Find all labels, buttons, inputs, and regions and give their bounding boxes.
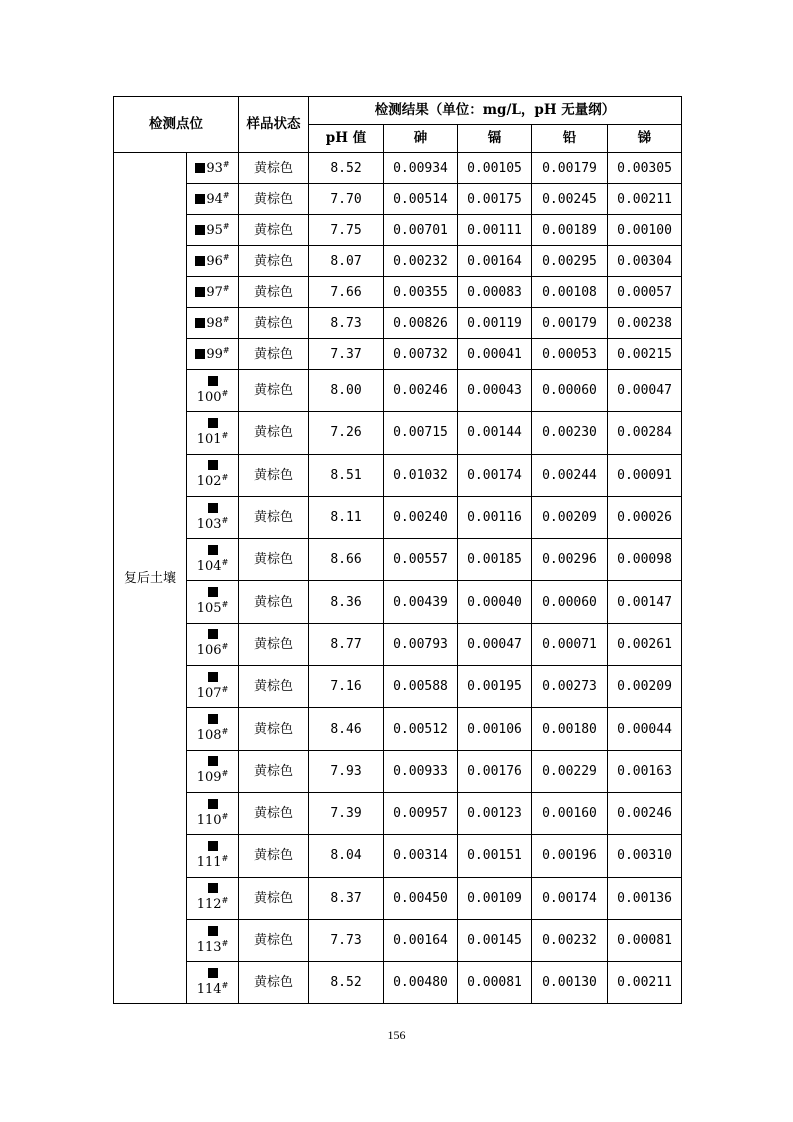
- value-sb: 0.00026: [608, 496, 682, 538]
- table-row: [114, 215, 682, 246]
- sample-state: 黄棕色: [239, 184, 309, 215]
- sample-state: 黄棕色: [239, 666, 309, 708]
- sample-mark: #: [221, 642, 229, 652]
- sample-state: 黄棕色: [239, 919, 309, 961]
- header-cadmium: 镉: [458, 125, 532, 153]
- sample-id-cell: [187, 153, 239, 184]
- sample-mark: #: [221, 684, 229, 694]
- value-sb: 0.00044: [608, 708, 682, 750]
- sample-mark: #: [221, 980, 229, 990]
- sample-id: 97: [206, 284, 223, 300]
- sample-id-cell: [187, 215, 239, 246]
- value-cd: 0.00144: [458, 412, 532, 454]
- table-row: [114, 153, 682, 184]
- value-sb: 0.00305: [608, 153, 682, 184]
- sample-id-cell: [187, 581, 239, 623]
- sample-state: 黄棕色: [239, 277, 309, 308]
- value-cd: 0.00111: [458, 215, 532, 246]
- sample-mark: #: [222, 345, 230, 355]
- sample-id-cell: [187, 835, 239, 877]
- sample-mark: #: [222, 221, 230, 231]
- filled-square-icon: [208, 418, 218, 428]
- filled-square-icon: [195, 225, 205, 235]
- value-ph: 8.52: [309, 962, 384, 1004]
- value-cd: 0.00116: [458, 496, 532, 538]
- value-ph: 7.66: [309, 277, 384, 308]
- value-cd: 0.00041: [458, 339, 532, 370]
- filled-square-icon: [208, 376, 218, 386]
- sample-mark: #: [222, 159, 230, 169]
- sample-id-cell: [187, 246, 239, 277]
- value-ph: 8.77: [309, 623, 384, 665]
- table-row: [114, 339, 682, 370]
- sample-id: 100: [196, 389, 222, 405]
- filled-square-icon: [208, 714, 218, 724]
- sample-state: 黄棕色: [239, 339, 309, 370]
- sample-mark: #: [221, 473, 229, 483]
- table-row: [114, 308, 682, 339]
- value-as: 0.00246: [384, 370, 458, 412]
- filled-square-icon: [195, 256, 205, 266]
- value-pb: 0.00130: [532, 962, 608, 1004]
- sample-id-cell: [187, 412, 239, 454]
- sample-state: 黄棕色: [239, 454, 309, 496]
- value-cd: 0.00123: [458, 792, 532, 834]
- table-row: [114, 581, 682, 623]
- value-as: 0.00480: [384, 962, 458, 1004]
- sample-state: 黄棕色: [239, 962, 309, 1004]
- value-sb: 0.00098: [608, 539, 682, 581]
- value-pb: 0.00189: [532, 215, 608, 246]
- value-as: 0.00588: [384, 666, 458, 708]
- sample-id-cell: [187, 496, 239, 538]
- value-pb: 0.00232: [532, 919, 608, 961]
- value-ph: 7.75: [309, 215, 384, 246]
- table-row: [114, 277, 682, 308]
- filled-square-icon: [208, 503, 218, 513]
- sample-id: 107: [196, 685, 222, 701]
- sample-id: 103: [196, 516, 222, 532]
- value-as: 0.00450: [384, 877, 458, 919]
- sample-state: 黄棕色: [239, 877, 309, 919]
- sample-mark: #: [221, 430, 229, 440]
- value-as: 0.00232: [384, 246, 458, 277]
- value-as: 0.00933: [384, 750, 458, 792]
- sample-id: 104: [196, 558, 222, 574]
- filled-square-icon: [208, 926, 218, 936]
- sample-id-cell: [187, 877, 239, 919]
- sample-id: 108: [196, 728, 222, 744]
- value-as: 0.00934: [384, 153, 458, 184]
- value-sb: 0.00211: [608, 184, 682, 215]
- value-sb: 0.00081: [608, 919, 682, 961]
- value-pb: 0.00229: [532, 750, 608, 792]
- value-cd: 0.00176: [458, 750, 532, 792]
- sample-id: 106: [196, 643, 222, 659]
- sample-state: 黄棕色: [239, 792, 309, 834]
- table-row: [114, 877, 682, 919]
- sample-id: 95: [206, 222, 223, 238]
- table-row: [114, 919, 682, 961]
- sample-id-cell: [187, 962, 239, 1004]
- sample-mark: #: [221, 811, 229, 821]
- value-cd: 0.00040: [458, 581, 532, 623]
- table-row: [114, 539, 682, 581]
- value-ph: 8.66: [309, 539, 384, 581]
- sample-state: 黄棕色: [239, 835, 309, 877]
- sample-mark: #: [221, 896, 229, 906]
- value-cd: 0.00164: [458, 246, 532, 277]
- value-ph: 7.70: [309, 184, 384, 215]
- header-location: 检测点位: [114, 97, 239, 153]
- value-sb: 0.00091: [608, 454, 682, 496]
- sample-mark: #: [222, 190, 230, 200]
- filled-square-icon: [195, 163, 205, 173]
- sample-id-cell: [187, 792, 239, 834]
- sample-mark: #: [221, 853, 229, 863]
- sample-id-cell: [187, 708, 239, 750]
- value-sb: 0.00238: [608, 308, 682, 339]
- sample-id: 96: [206, 253, 223, 269]
- value-ph: 8.46: [309, 708, 384, 750]
- sample-state: 黄棕色: [239, 750, 309, 792]
- sample-id-cell: [187, 339, 239, 370]
- value-sb: 0.00147: [608, 581, 682, 623]
- value-pb: 0.00244: [532, 454, 608, 496]
- filled-square-icon: [195, 318, 205, 328]
- sample-id-cell: [187, 277, 239, 308]
- sample-id-cell: [187, 750, 239, 792]
- value-as: 0.01032: [384, 454, 458, 496]
- value-cd: 0.00043: [458, 370, 532, 412]
- sample-id: 102: [196, 474, 222, 490]
- filled-square-icon: [208, 587, 218, 597]
- value-pb: 0.00179: [532, 308, 608, 339]
- sample-state: 黄棕色: [239, 708, 309, 750]
- value-pb: 0.00245: [532, 184, 608, 215]
- group-label: 复后土壤: [114, 153, 187, 1004]
- sample-mark: #: [222, 252, 230, 262]
- value-ph: 8.00: [309, 370, 384, 412]
- value-cd: 0.00145: [458, 919, 532, 961]
- sample-id-cell: [187, 919, 239, 961]
- value-sb: 0.00211: [608, 962, 682, 1004]
- sample-state: 黄棕色: [239, 308, 309, 339]
- value-pb: 0.00196: [532, 835, 608, 877]
- table-body: [114, 153, 682, 1004]
- value-ph: 8.51: [309, 454, 384, 496]
- value-pb: 0.00273: [532, 666, 608, 708]
- value-pb: 0.00071: [532, 623, 608, 665]
- table-row: [114, 623, 682, 665]
- header-sample-state: 样品状态: [239, 97, 309, 153]
- value-ph: 8.04: [309, 835, 384, 877]
- table-row: [114, 666, 682, 708]
- table-row: [114, 496, 682, 538]
- value-ph: 7.39: [309, 792, 384, 834]
- value-cd: 0.00151: [458, 835, 532, 877]
- value-cd: 0.00109: [458, 877, 532, 919]
- header-arsenic: 砷: [384, 125, 458, 153]
- filled-square-icon: [195, 287, 205, 297]
- value-cd: 0.00105: [458, 153, 532, 184]
- value-pb: 0.00060: [532, 370, 608, 412]
- table-row: [114, 246, 682, 277]
- filled-square-icon: [208, 968, 218, 978]
- sample-id: 114: [196, 981, 222, 997]
- table-row: [114, 454, 682, 496]
- value-cd: 0.00106: [458, 708, 532, 750]
- sample-state: 黄棕色: [239, 370, 309, 412]
- value-sb: 0.00284: [608, 412, 682, 454]
- value-cd: 0.00195: [458, 666, 532, 708]
- results-table: [113, 96, 682, 1004]
- sample-id: 101: [196, 431, 222, 447]
- sample-mark: #: [221, 769, 229, 779]
- filled-square-icon: [208, 841, 218, 851]
- value-cd: 0.00175: [458, 184, 532, 215]
- filled-square-icon: [208, 545, 218, 555]
- value-sb: 0.00136: [608, 877, 682, 919]
- filled-square-icon: [208, 629, 218, 639]
- filled-square-icon: [208, 672, 218, 682]
- value-ph: 7.73: [309, 919, 384, 961]
- value-sb: 0.00047: [608, 370, 682, 412]
- sample-id-cell: [187, 308, 239, 339]
- sample-state: 黄棕色: [239, 246, 309, 277]
- value-ph: 7.93: [309, 750, 384, 792]
- value-pb: 0.00060: [532, 581, 608, 623]
- sample-id-cell: [187, 666, 239, 708]
- value-as: 0.00793: [384, 623, 458, 665]
- value-as: 0.00355: [384, 277, 458, 308]
- value-cd: 0.00047: [458, 623, 532, 665]
- value-as: 0.00164: [384, 919, 458, 961]
- value-pb: 0.00174: [532, 877, 608, 919]
- value-as: 0.00314: [384, 835, 458, 877]
- table-row: [114, 750, 682, 792]
- header-results-group: 检测结果（单位：mg/L，pH 无量纲）: [309, 97, 682, 125]
- filled-square-icon: [208, 799, 218, 809]
- table-row: [114, 708, 682, 750]
- sample-id-cell: [187, 539, 239, 581]
- value-sb: 0.00057: [608, 277, 682, 308]
- value-as: 0.00557: [384, 539, 458, 581]
- sample-state: 黄棕色: [239, 215, 309, 246]
- value-ph: 8.36: [309, 581, 384, 623]
- value-as: 0.00512: [384, 708, 458, 750]
- sample-id-cell: [187, 623, 239, 665]
- value-ph: 8.11: [309, 496, 384, 538]
- value-pb: 0.00230: [532, 412, 608, 454]
- value-as: 0.00957: [384, 792, 458, 834]
- value-as: 0.00240: [384, 496, 458, 538]
- page-number: 156: [387, 1028, 406, 1042]
- sample-id: 98: [206, 315, 223, 331]
- filled-square-icon: [208, 460, 218, 470]
- sample-id: 110: [196, 812, 222, 828]
- table-row: [114, 792, 682, 834]
- sample-state: 黄棕色: [239, 496, 309, 538]
- value-sb: 0.00246: [608, 792, 682, 834]
- sample-state: 黄棕色: [239, 581, 309, 623]
- sample-id: 111: [196, 854, 222, 870]
- sample-mark: #: [221, 557, 229, 567]
- sample-mark: #: [222, 314, 230, 324]
- value-sb: 0.00261: [608, 623, 682, 665]
- value-pb: 0.00108: [532, 277, 608, 308]
- value-ph: 8.37: [309, 877, 384, 919]
- header-ph: pH 值: [309, 125, 384, 153]
- value-as: 0.00514: [384, 184, 458, 215]
- value-cd: 0.00174: [458, 454, 532, 496]
- value-pb: 0.00180: [532, 708, 608, 750]
- value-as: 0.00732: [384, 339, 458, 370]
- value-ph: 8.73: [309, 308, 384, 339]
- sample-id: 113: [196, 939, 222, 955]
- sample-id: 99: [206, 346, 223, 362]
- sample-id-cell: [187, 370, 239, 412]
- table-row: [114, 184, 682, 215]
- sample-id: 93: [206, 160, 223, 176]
- sample-mark: #: [221, 515, 229, 525]
- value-cd: 0.00083: [458, 277, 532, 308]
- sample-mark: #: [222, 283, 230, 293]
- filled-square-icon: [195, 349, 205, 359]
- sample-mark: #: [221, 600, 229, 610]
- filled-square-icon: [208, 883, 218, 893]
- value-ph: 8.52: [309, 153, 384, 184]
- sample-mark: #: [221, 727, 229, 737]
- value-ph: 8.07: [309, 246, 384, 277]
- value-ph: 7.37: [309, 339, 384, 370]
- value-cd: 0.00185: [458, 539, 532, 581]
- value-cd: 0.00119: [458, 308, 532, 339]
- table-row: [114, 412, 682, 454]
- value-sb: 0.00100: [608, 215, 682, 246]
- header-antimony: 锑: [608, 125, 682, 153]
- table-row: [114, 962, 682, 1004]
- sample-id-cell: [187, 454, 239, 496]
- value-pb: 0.00053: [532, 339, 608, 370]
- sample-state: 黄棕色: [239, 539, 309, 581]
- value-sb: 0.00209: [608, 666, 682, 708]
- value-sb: 0.00310: [608, 835, 682, 877]
- value-sb: 0.00304: [608, 246, 682, 277]
- sample-mark: #: [221, 388, 229, 398]
- value-sb: 0.00163: [608, 750, 682, 792]
- value-as: 0.00439: [384, 581, 458, 623]
- value-as: 0.00715: [384, 412, 458, 454]
- value-as: 0.00701: [384, 215, 458, 246]
- sample-id: 109: [196, 770, 222, 786]
- sample-id: 105: [196, 601, 222, 617]
- sample-state: 黄棕色: [239, 412, 309, 454]
- sample-id: 94: [206, 191, 223, 207]
- value-ph: 7.16: [309, 666, 384, 708]
- value-sb: 0.00215: [608, 339, 682, 370]
- sample-id: 112: [196, 897, 222, 913]
- value-pb: 0.00296: [532, 539, 608, 581]
- sample-state: 黄棕色: [239, 153, 309, 184]
- value-pb: 0.00179: [532, 153, 608, 184]
- filled-square-icon: [208, 756, 218, 766]
- filled-square-icon: [195, 194, 205, 204]
- value-pb: 0.00209: [532, 496, 608, 538]
- header-lead: 铅: [532, 125, 608, 153]
- value-cd: 0.00081: [458, 962, 532, 1004]
- table-row: [114, 370, 682, 412]
- value-ph: 7.26: [309, 412, 384, 454]
- value-pb: 0.00295: [532, 246, 608, 277]
- sample-id-cell: [187, 184, 239, 215]
- table-row: [114, 835, 682, 877]
- sample-state: 黄棕色: [239, 623, 309, 665]
- value-as: 0.00826: [384, 308, 458, 339]
- value-pb: 0.00160: [532, 792, 608, 834]
- sample-mark: #: [221, 938, 229, 948]
